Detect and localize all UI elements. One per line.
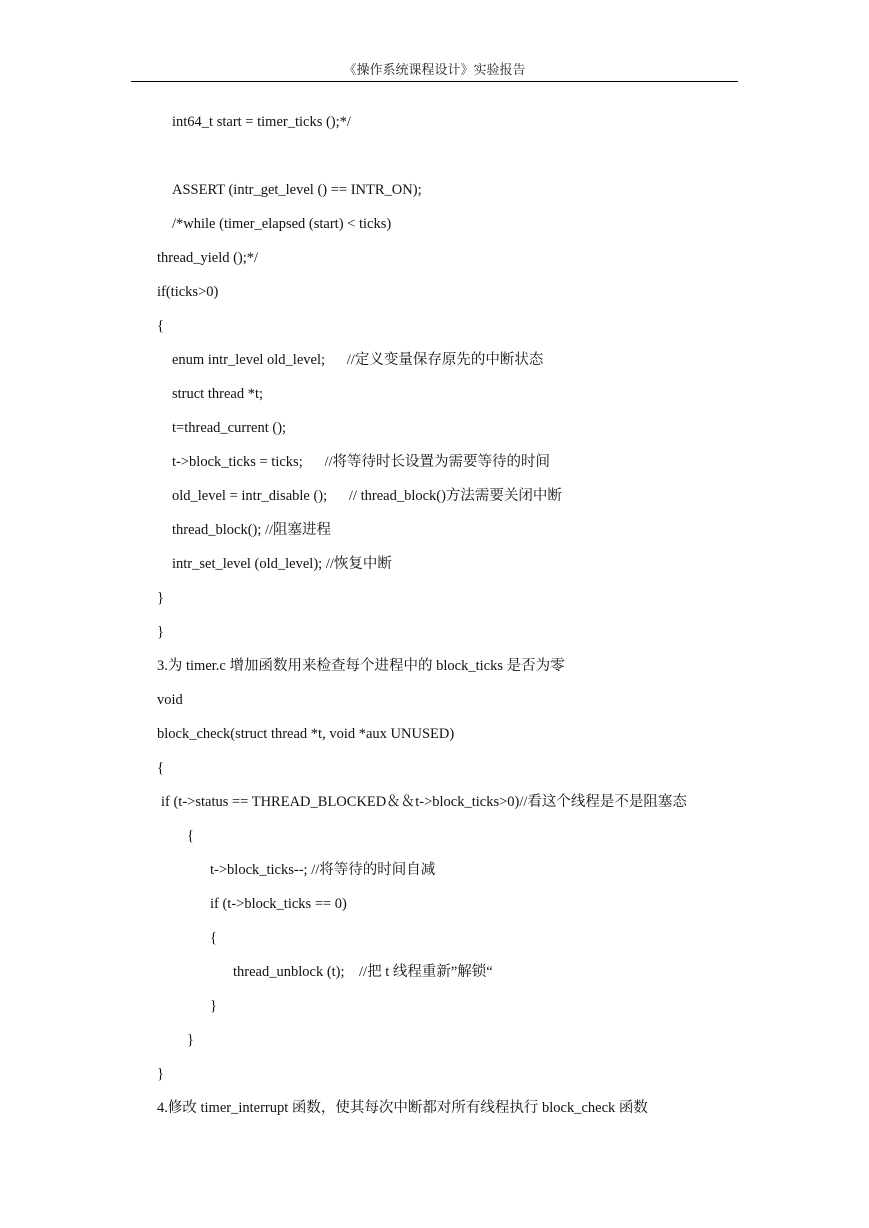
code-line: } (210, 998, 217, 1014)
code-line: } (157, 624, 164, 640)
code-line: void (157, 692, 183, 708)
code-line: } (157, 590, 164, 606)
section-heading: 4.修改 timer_interrupt 函数，使其每次中断都对所有线程执行 block_check 函数 (157, 1100, 648, 1116)
code-line: thread_block(); //阻塞进程 (172, 522, 332, 538)
code-line: { (210, 930, 217, 946)
code-line: t->block_ticks = ticks; //将等待时长设置为需要等待的时间 (172, 454, 551, 470)
code-line: intr_set_level (old_level); //恢复中断 (172, 556, 392, 572)
code-line: if(ticks>0) (157, 284, 219, 300)
code-line: { (187, 828, 194, 844)
code-line: if (t->status == THREAD_BLOCKED＆＆t->block_ticks>0)//看这个线程是不是阻塞态 (161, 794, 687, 810)
code-line: } (157, 1066, 164, 1082)
code-line: { (157, 760, 164, 776)
section-heading: 3.为 timer.c 增加函数用来检查每个进程中的 block_ticks 是否为零 (157, 658, 565, 674)
code-line: t->block_ticks--; //将等待的时间自减 (210, 862, 436, 878)
code-line: thread_unblock (t); //把 t 线程重新”解锁“ (233, 964, 493, 980)
page-header: 《操作系统课程设计》实验报告 (343, 62, 526, 77)
code-line: ASSERT (intr_get_level () == INTR_ON); (172, 182, 422, 198)
header-rule (131, 81, 738, 82)
code-line: t=thread_current (); (172, 420, 287, 436)
code-line: thread_yield ();*/ (157, 250, 259, 266)
code-line: block_check(struct thread *t, void *aux UNUSED) (157, 726, 455, 742)
code-line: old_level = intr_disable (); // thread_block()方法需要关闭中断 (172, 488, 562, 504)
code-line: int64_t start = timer_ticks ();*/ (172, 114, 351, 130)
code-line: enum intr_level old_level; //定义变量保存原先的中断状态 (172, 352, 544, 368)
code-line: struct thread *t; (172, 386, 264, 402)
code-line: } (187, 1032, 194, 1048)
code-line: if (t->block_ticks == 0) (210, 896, 347, 912)
code-line: /*while (timer_elapsed (start) < ticks) (172, 216, 392, 232)
code-line: { (157, 318, 164, 334)
